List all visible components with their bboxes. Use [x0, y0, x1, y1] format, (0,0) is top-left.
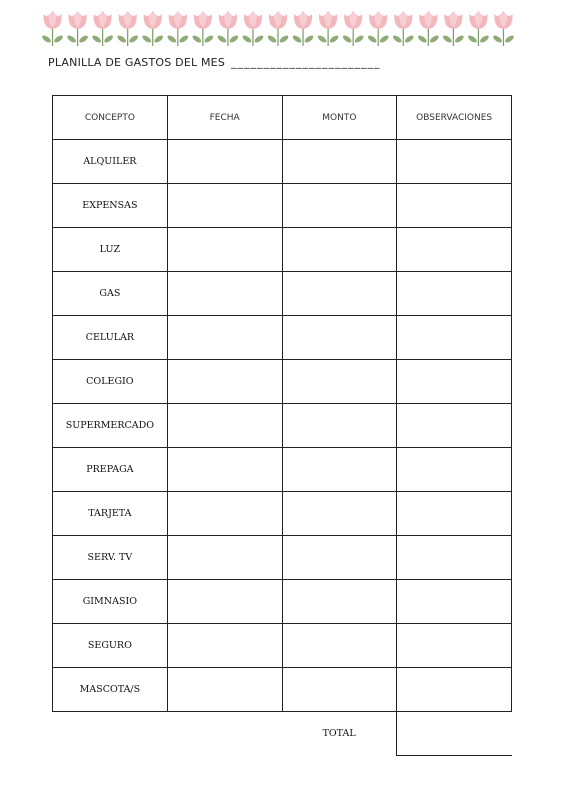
date-cell[interactable]	[167, 316, 282, 360]
header-row	[53, 96, 512, 140]
amount-cell[interactable]	[282, 272, 397, 316]
table-row	[53, 624, 512, 668]
tulip-icon	[191, 11, 214, 46]
date-cell[interactable]	[167, 360, 282, 404]
notes-cell[interactable]	[397, 448, 512, 492]
table-row	[53, 184, 512, 228]
concept-cell: SEGURO	[53, 624, 168, 668]
date-cell[interactable]	[167, 624, 282, 668]
amount-cell[interactable]	[282, 492, 397, 536]
date-cell[interactable]	[167, 272, 282, 316]
concept-cell: GIMNASIO	[53, 580, 168, 624]
notes-cell[interactable]	[397, 668, 512, 712]
notes-cell[interactable]	[397, 492, 512, 536]
date-cell[interactable]	[167, 448, 282, 492]
concept-cell: EXPENSAS	[53, 184, 168, 228]
concept-cell: SERV. TV	[53, 536, 168, 580]
tulip-icon	[417, 11, 440, 46]
notes-cell[interactable]	[397, 360, 512, 404]
amount-cell[interactable]	[282, 140, 397, 184]
table-row	[53, 228, 512, 272]
table-row	[53, 140, 512, 184]
tulip-icon	[342, 11, 365, 46]
table-row	[53, 536, 512, 580]
amount-cell[interactable]	[282, 668, 397, 712]
concept-cell: CELULAR	[53, 316, 168, 360]
table-row	[53, 668, 512, 712]
notes-cell[interactable]	[397, 580, 512, 624]
tulip-icon	[442, 11, 465, 46]
amount-cell[interactable]	[282, 624, 397, 668]
concept-cell: TARJETA	[53, 492, 168, 536]
tulip-icon	[116, 11, 139, 46]
total-row	[53, 712, 512, 756]
tulip-icon	[166, 11, 189, 46]
table-row	[53, 492, 512, 536]
table-row	[53, 316, 512, 360]
tulip-icon	[392, 11, 415, 46]
amount-cell[interactable]	[282, 316, 397, 360]
total-amount-cell[interactable]	[397, 712, 512, 756]
empty-cell	[53, 712, 168, 756]
notes-cell[interactable]	[397, 536, 512, 580]
column-header-concepto: CONCEPTO	[53, 96, 168, 140]
amount-cell[interactable]	[282, 448, 397, 492]
notes-cell[interactable]	[397, 140, 512, 184]
date-cell[interactable]	[167, 580, 282, 624]
table-row	[53, 448, 512, 492]
date-cell[interactable]	[167, 404, 282, 448]
table-row	[53, 272, 512, 316]
concept-cell: SUPERMERCADO	[53, 404, 168, 448]
amount-cell[interactable]	[282, 360, 397, 404]
tulip-icon	[492, 11, 515, 46]
concept-cell: COLEGIO	[53, 360, 168, 404]
expense-table	[52, 95, 512, 756]
notes-cell[interactable]	[397, 624, 512, 668]
tulip-icon	[317, 11, 340, 46]
column-header-observaciones: OBSERVACIONES	[397, 96, 512, 140]
empty-cell	[167, 712, 282, 756]
date-cell[interactable]	[167, 536, 282, 580]
title-text: PLANILLA DE GASTOS DEL MES	[48, 56, 226, 69]
tulip-icon	[41, 11, 64, 46]
column-header-monto: MONTO	[282, 96, 397, 140]
tulip-icon	[267, 11, 290, 46]
amount-cell[interactable]	[282, 580, 397, 624]
amount-cell[interactable]	[282, 184, 397, 228]
concept-cell: PREPAGA	[53, 448, 168, 492]
tulip-icon	[367, 11, 390, 46]
date-cell[interactable]	[167, 184, 282, 228]
notes-cell[interactable]	[397, 272, 512, 316]
tulip-icon	[292, 11, 315, 46]
tulip-icon	[141, 11, 164, 46]
tulip-border	[40, 6, 516, 48]
tulip-icon	[241, 11, 264, 46]
table-row	[53, 404, 512, 448]
notes-cell[interactable]	[397, 404, 512, 448]
tulip-icon	[216, 11, 239, 46]
month-blank-line: _______________________	[231, 56, 381, 69]
total-label: TOTAL	[322, 728, 356, 740]
amount-cell[interactable]	[282, 228, 397, 272]
notes-cell[interactable]	[397, 316, 512, 360]
date-cell[interactable]	[167, 140, 282, 184]
notes-cell[interactable]	[397, 228, 512, 272]
date-cell[interactable]	[167, 492, 282, 536]
concept-cell: MASCOTA/S	[53, 668, 168, 712]
table-row	[53, 360, 512, 404]
date-cell[interactable]	[167, 228, 282, 272]
amount-cell[interactable]	[282, 536, 397, 580]
concept-cell: ALQUILER	[53, 140, 168, 184]
page-title	[48, 56, 381, 69]
tulip-icon	[91, 11, 114, 46]
column-header-fecha: FECHA	[167, 96, 282, 140]
tulip-icon	[66, 11, 89, 46]
table-row	[53, 580, 512, 624]
amount-cell[interactable]	[282, 404, 397, 448]
concept-cell: LUZ	[53, 228, 168, 272]
tulip-icon	[467, 11, 490, 46]
concept-cell: GAS	[53, 272, 168, 316]
date-cell[interactable]	[167, 668, 282, 712]
notes-cell[interactable]	[397, 184, 512, 228]
